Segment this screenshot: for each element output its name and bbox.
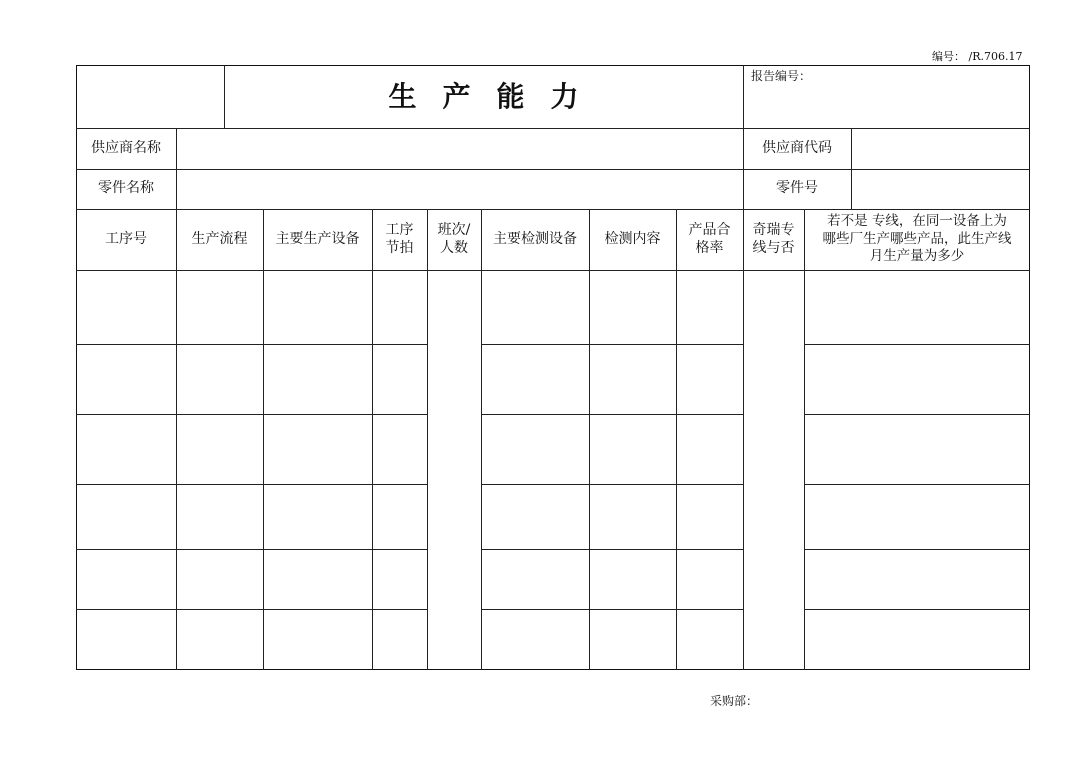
supplier-name-field[interactable] [176, 128, 743, 169]
col-header-main-equipment: 主要生产设备 [275, 230, 360, 247]
document-number: 编号： /R.706.17 [932, 50, 1023, 63]
col-header-process-no: 工序号 [105, 230, 147, 247]
part-number-label: 零件号 [776, 180, 818, 197]
col-header-cycle-time: 工序 节拍 [385, 222, 414, 256]
col-header-pass-rate: 产品合 格率 [688, 222, 731, 256]
col-header-shared-line-note: 若不是 专线，在同一设备上为 哪些厂生产哪些产品，此生产线 月生产量为多少 [822, 213, 1012, 265]
col-header-inspection-equipment: 主要检测设备 [493, 230, 577, 247]
col-header-inspection-content: 检测内容 [604, 230, 661, 247]
supplier-code-field[interactable] [851, 128, 1030, 169]
part-name-label: 零件名称 [98, 180, 154, 197]
part-number-field[interactable] [851, 169, 1030, 209]
purchasing-dept-label: 采购部： [710, 694, 759, 708]
col-header-dedicated-line: 奇瑞专 线与否 [752, 222, 795, 256]
report-number-label: 报告编号： [751, 69, 812, 83]
part-name-field[interactable] [176, 169, 743, 209]
supplier-code-label: 供应商代码 [762, 139, 832, 156]
col-header-shift-staff: 班次/ 人数 [437, 222, 471, 256]
form-title: 生产能力 [388, 80, 605, 113]
capacity-form-table [76, 65, 1030, 670]
col-header-process-flow: 生产流程 [191, 230, 248, 247]
supplier-name-label: 供应商名称 [91, 139, 161, 156]
